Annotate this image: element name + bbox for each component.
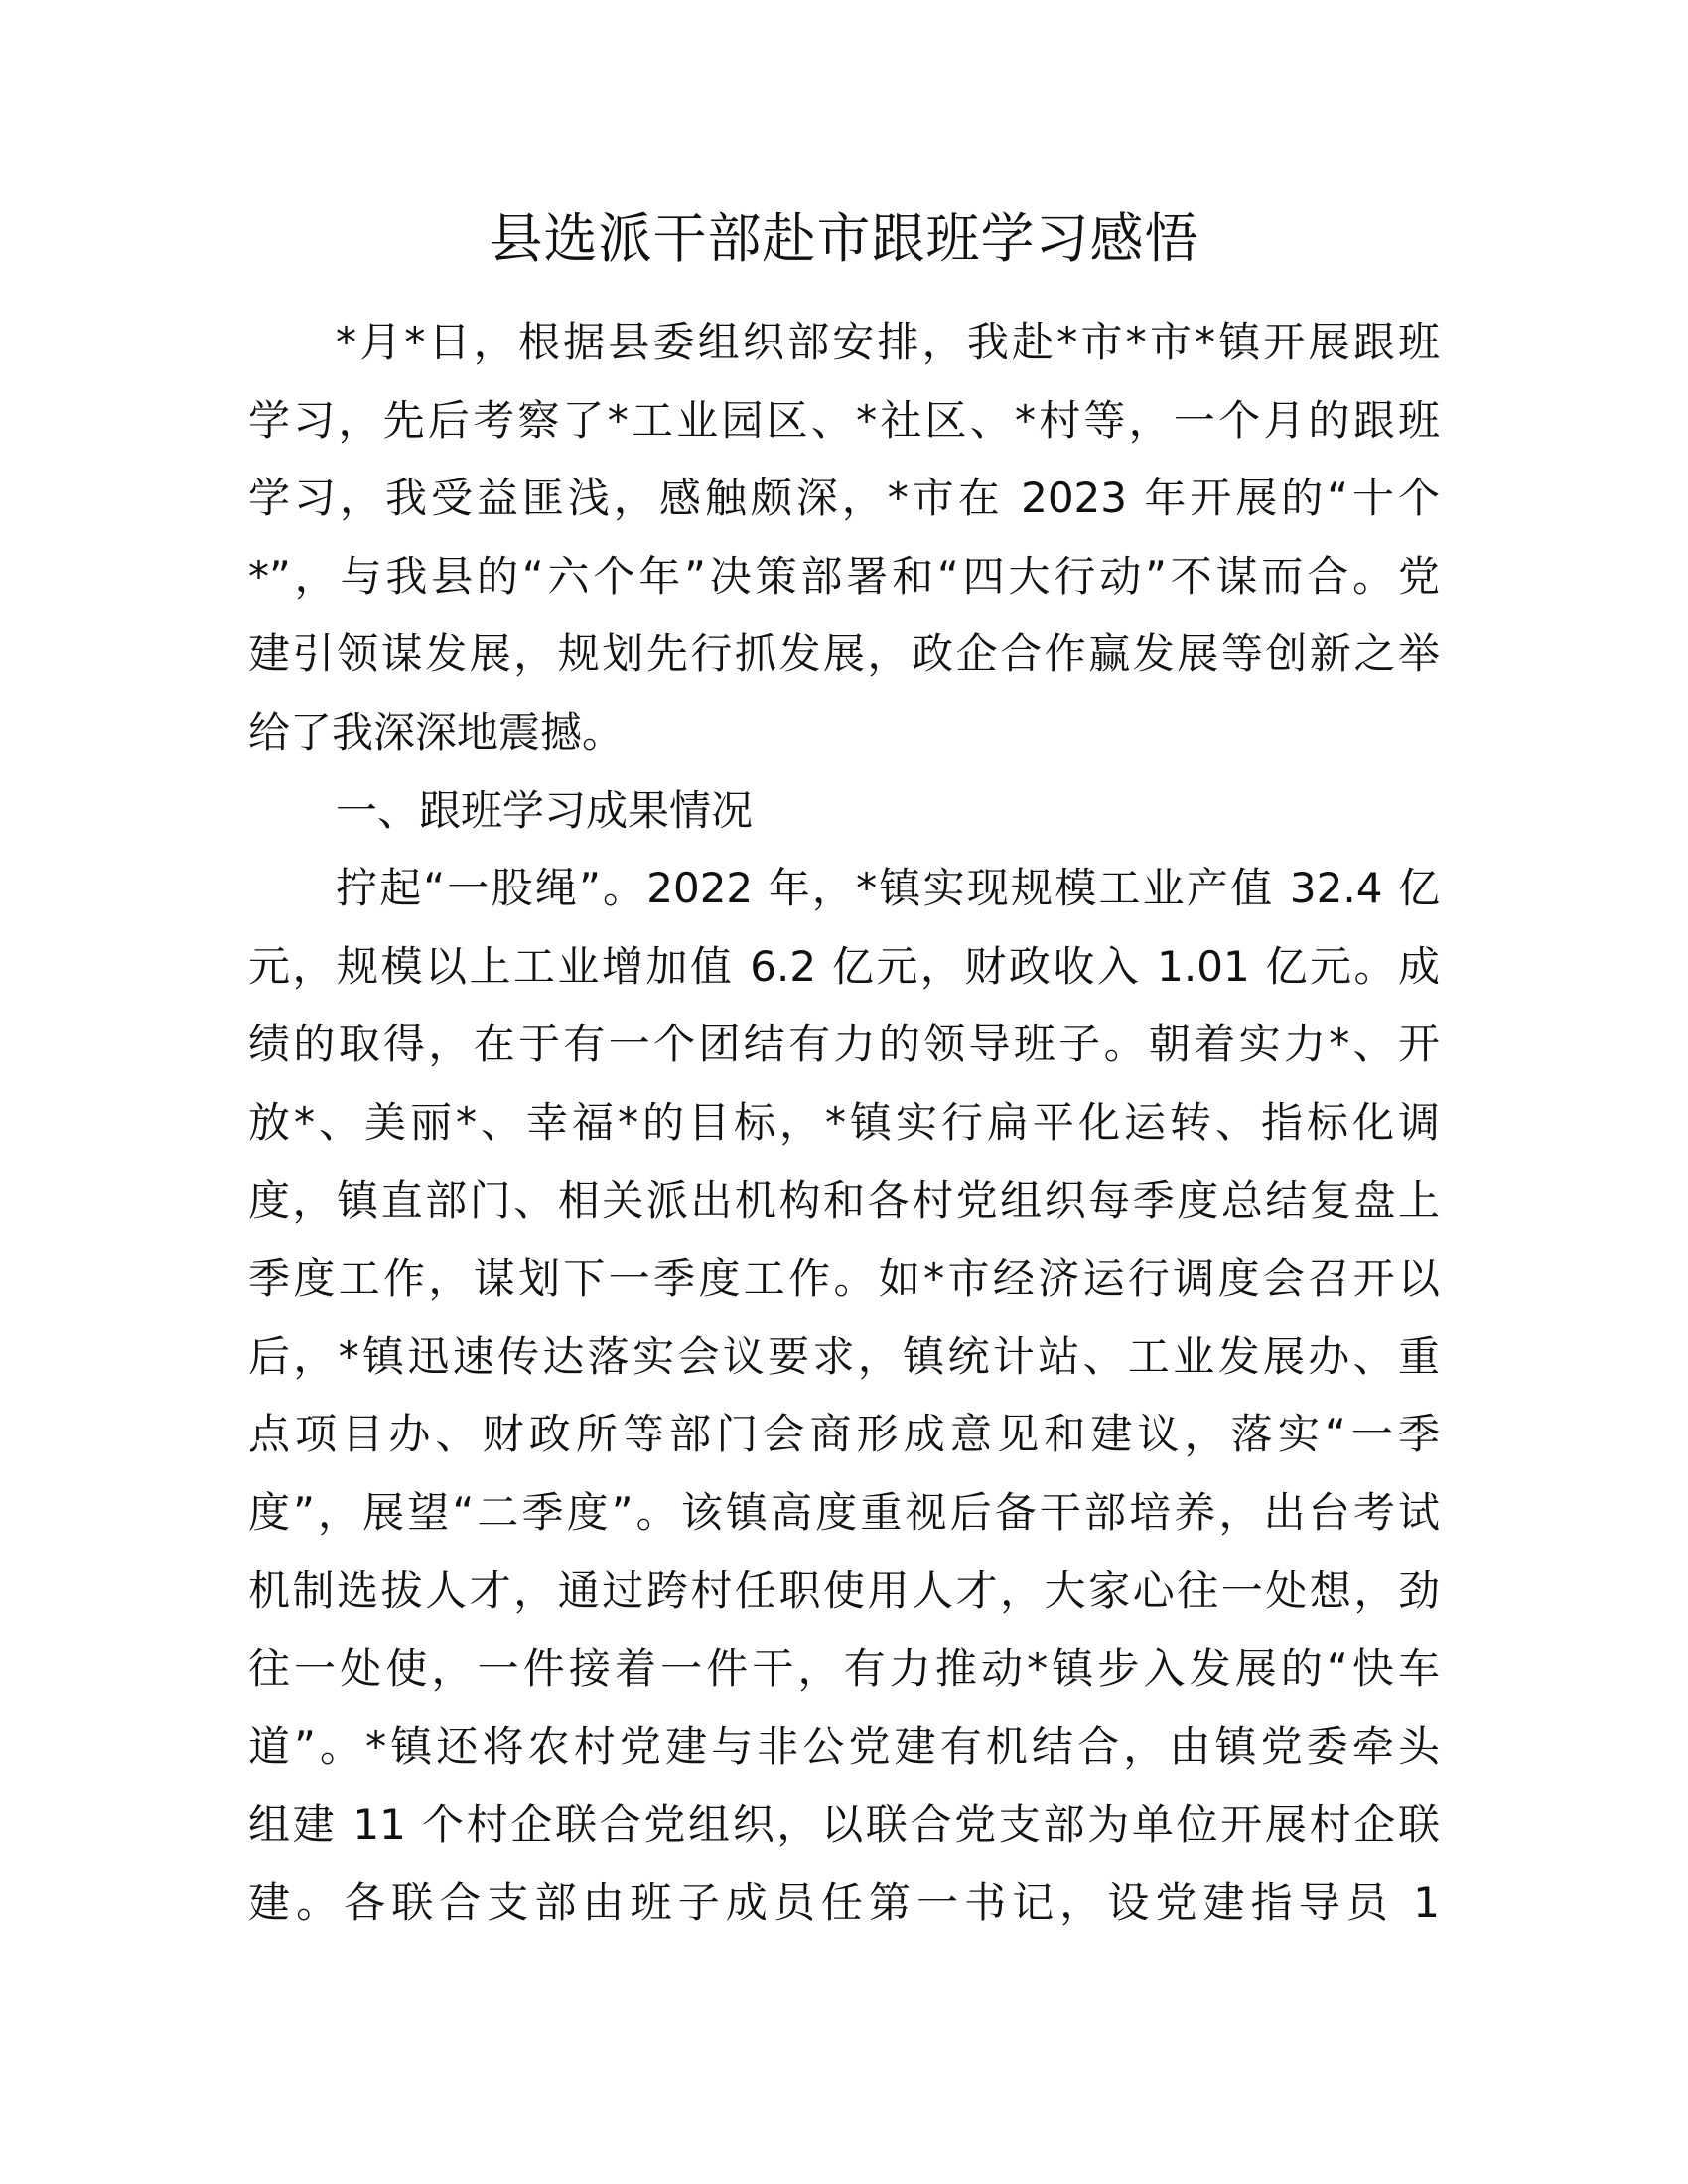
paragraph-2-line-13: 组建 11 个村企联合党组织，以联合党支部为单位开展村企联: [248, 1800, 1440, 1849]
paragraph-1-line-5: 建引领谋发展，规划先行抓发展，政企合作赢发展等创新之举: [248, 629, 1440, 679]
paragraph-1-line-3: 学习，我受益匪浅，感触颇深，*市在 2023 年开展的“十个: [248, 474, 1440, 523]
paragraph-2-line-8: 点项目办、财政所等部门会商形成意见和建议，落实“一季: [248, 1410, 1440, 1459]
paragraph-2-line-5: 度，镇直部门、相关派出机构和各村党组织每季度总结复盘上: [248, 1175, 1440, 1225]
paragraph-1-line-1: *月*日，根据县委组织部安排，我赴*市*市*镇开展跟班: [336, 318, 1440, 366]
document-body: [248, 304, 1440, 1942]
paragraph-2-line-14: 建。各联合支部由班子成员任第一书记，设党建指导员 1: [248, 1877, 1440, 1927]
section-heading-1: 一、跟班学习成果情况: [336, 785, 754, 835]
paragraph-2-line-1: 拧起“一股绳”。2022 年，*镇实现规模工业产值 32.4 亿: [336, 864, 1440, 913]
paragraph-2-line-11: 往一处使，一件接着一件干，有力推动*镇步入发展的“快车: [248, 1644, 1440, 1694]
paragraph-2-line-3: 绩的取得，在于有一个团结有力的领导班子。朝着实力*、开: [248, 1020, 1440, 1069]
paragraph-1-line-4: *”，与我县的“六个年”决策部署和“四大行动”不谋而合。党: [248, 551, 1440, 601]
paragraph-2-line-10: 机制选拔人才，通过跨村任职使用人才，大家心往一处想，劲: [248, 1566, 1440, 1615]
paragraph-2-line-4: 放*、美丽*、幸福*的目标，*镇实行扁平化运转、指标化调: [248, 1097, 1440, 1147]
paragraph-1-line-6: 给了我深深地震撼。: [248, 707, 625, 756]
paragraph-2-line-2: 元，规模以上工业增加值 6.2 亿元，财政收入 1.01 亿元。成: [248, 941, 1440, 991]
paragraph-2-line-7: 后，*镇迅速传达落实会议要求，镇统计站、工业发展办、重: [248, 1331, 1440, 1381]
document-title: 县选派干部赴市跟班学习感悟: [489, 207, 1199, 270]
paragraph-2-line-9: 度”，展望“二季度”。该镇高度重视后备干部培养，出台考试: [248, 1487, 1440, 1537]
paragraph-2-line-6: 季度工作，谋划下一季度工作。如*市经济运行调度会召开以: [248, 1254, 1440, 1303]
paragraph-2-line-12: 道”。*镇还将农村党建与非公党建有机结合，由镇党委牵头: [248, 1721, 1440, 1771]
paragraph-1-line-2: 学习，先后考察了*工业园区、*社区、*村等，一个月的跟班: [248, 395, 1440, 445]
